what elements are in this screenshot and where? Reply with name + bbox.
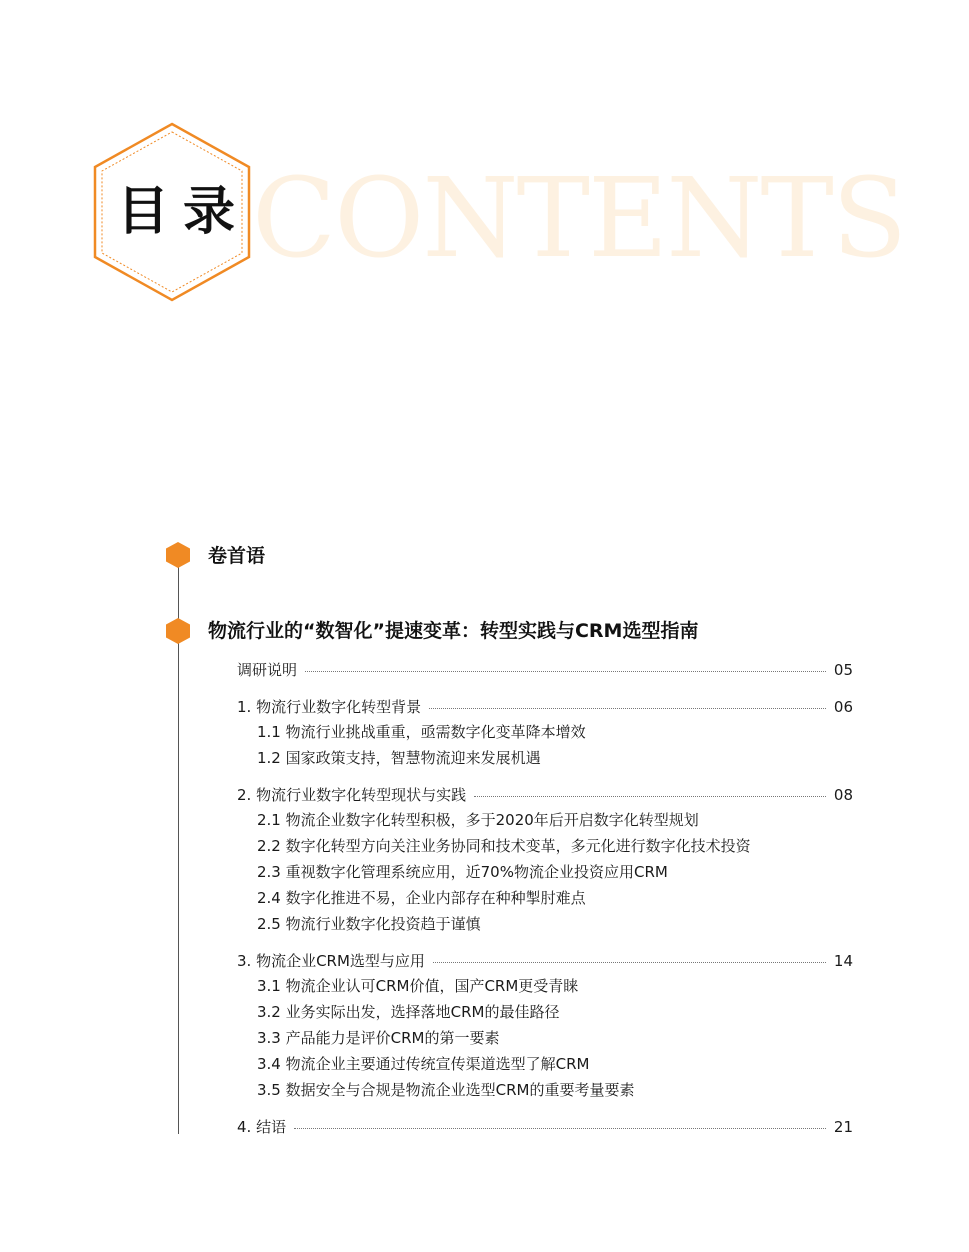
toc-subentry[interactable]: 2.5 物流行业数字化投资趋于谨慎 [257,915,481,933]
toc-subentry[interactable]: 1.2 国家政策支持，智慧物流迎来发展机遇 [257,749,541,767]
contents-watermark: CONTENTS [252,154,906,282]
toc-entry-label: 2. 物流行业数字化转型现状与实践 [237,786,467,804]
dot-leader [429,708,826,709]
dot-leader [305,671,826,672]
toc-page-number: 21 [833,1118,853,1136]
toc-entry-chapter-1[interactable] [237,696,853,718]
section-hexagon-icon [166,618,190,644]
toc-page-number: 05 [833,661,853,679]
toc-entry-chapter-3[interactable] [237,950,853,972]
toc-entry-label: 调研说明 [237,661,298,679]
toc-subentry[interactable]: 3.5 数据安全与合规是物流企业选型CRM的重要考量要素 [257,1081,635,1099]
dot-leader [474,796,826,797]
toc-page-number: 06 [833,698,853,716]
dot-leader [294,1128,826,1129]
toc-subentry[interactable]: 3.2 业务实际出发，选择落地CRM的最佳路径 [257,1003,560,1021]
toc-subentry[interactable]: 2.2 数字化转型方向关注业务协同和技术变革，多元化进行数字化技术投资 [257,837,751,855]
toc-page-number: 08 [833,786,853,804]
toc-entry-label: 3. 物流企业CRM选型与应用 [237,952,425,970]
toc-subentry[interactable]: 3.3 产品能力是评价CRM的第一要素 [257,1029,500,1047]
dot-leader [433,962,826,963]
toc-subentry[interactable]: 2.1 物流企业数字化转型积极，多于2020年后开启数字化转型规划 [257,811,699,829]
toc-page-number: 14 [833,952,853,970]
page-title: 目录 [117,182,250,242]
section-title-main[interactable]: 物流行业的“数智化”提速变革：转型实践与CRM选型指南 [208,620,699,642]
toc-entry-survey[interactable] [237,659,853,681]
toc-subentry[interactable]: 2.3 重视数字化管理系统应用，近70%物流企业投资应用CRM [257,863,668,881]
toc-entry-chapter-2[interactable] [237,784,853,806]
toc-subentry[interactable]: 1.1 物流行业挑战重重，亟需数字化变革降本增效 [257,723,586,741]
section-hexagon-icon [166,542,190,568]
toc-entry-label: 1. 物流行业数字化转型背景 [237,698,422,716]
toc-subentry[interactable]: 3.1 物流企业认可CRM价值，国产CRM更受青睐 [257,977,579,995]
toc-entry-label: 4. 结语 [237,1118,287,1136]
toc-subentry[interactable]: 3.4 物流企业主要通过传统宣传渠道选型了解CRM [257,1055,590,1073]
toc-entry-chapter-4[interactable] [237,1116,853,1138]
toc-subentry[interactable]: 2.4 数字化推进不易，企业内部存在种种掣肘难点 [257,889,586,907]
section-title-preface[interactable]: 卷首语 [208,545,266,567]
